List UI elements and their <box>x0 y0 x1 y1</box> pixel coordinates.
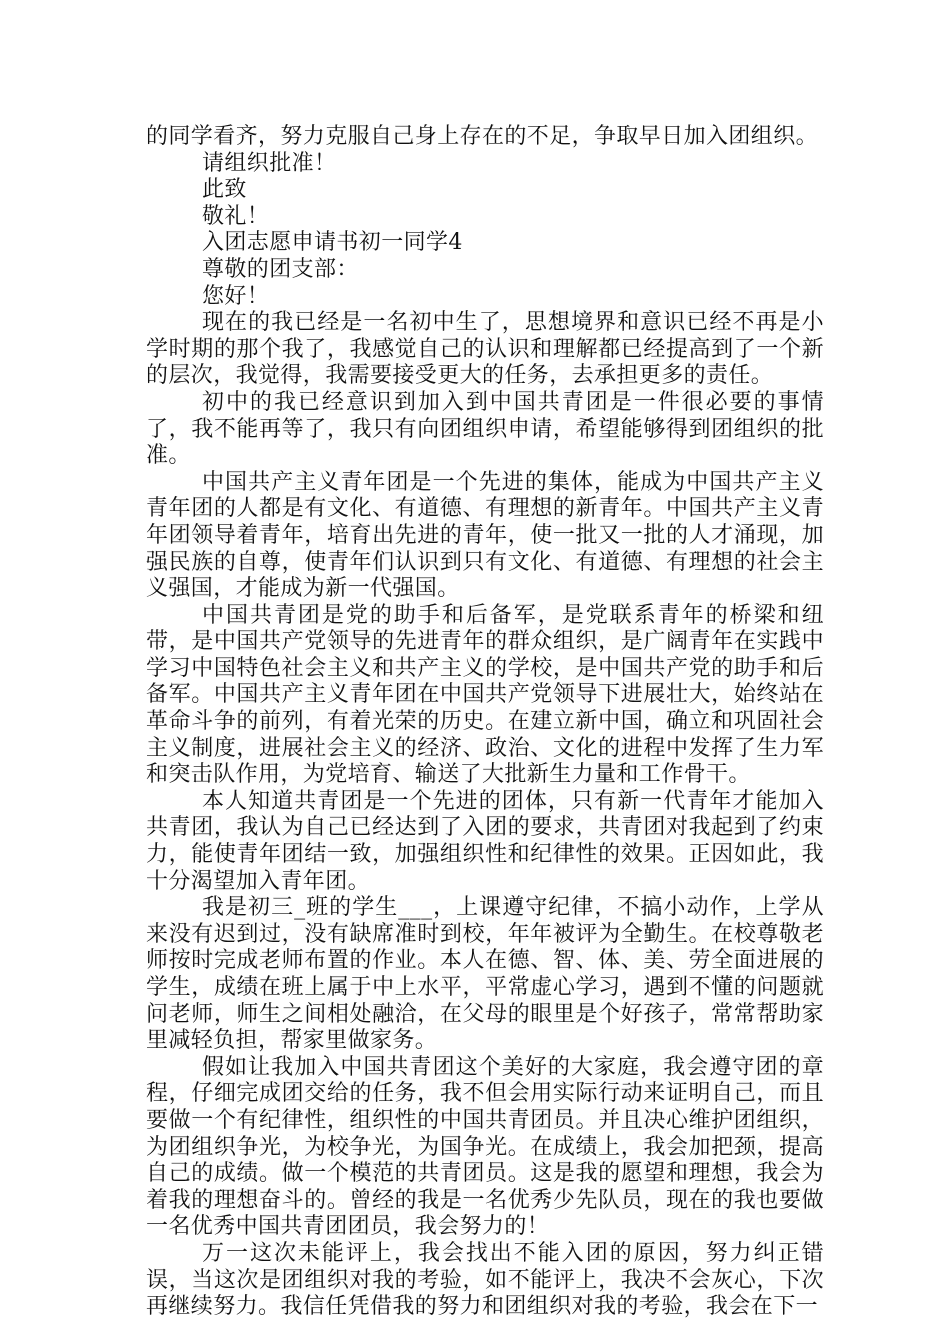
section-title: 入团志愿申请书初一同学4 <box>202 230 463 256</box>
body-paragraph: 我是初三_班的学生___，上课遵守纪律，不搞小动作，上学从来没有迟到过，没有缺席准时到校，年年被评为全勤生。在校尊敬老师按时完成老师布置的作业。本人在德、智、体、美、劳全面进展的学生，成绩在班上属于中上水平，平常虚心学习，遇到不懂的问题就问老师，师生之间相处融洽，在父母的眼里是个好孩子，常常帮助家里减轻负担，帮家里做家务。 <box>146 895 824 1054</box>
body-paragraph: 假如让我加入中国共青团这个美好的大家庭，我会遵守团的章程，仔细完成团交给的任务，我不但会用实际行动来证明自己，而且要做一个有纪律性，组织性的中国共青团员。并且决心维护团组织，为团组织争光，为校争光，为国争光。在成绩上，我会加把颈，提高自己的成绩。做一个模范的共青团员。这是我的愿望和理想，我会为着我的理想奋斗的。曾经的我是一名优秀少先队员，现在的我也要做一名优秀中国共青团团员，我会努力的！ <box>146 1054 824 1240</box>
body-paragraph: 本人知道共青团是一个先进的团体，只有新一代青年才能加入共青团，我认为自己已经达到了入团的要求，共青团对我起到了约束力，能使青年团结一致，加强组织性和纪律性的效果。正因如此，我十分渴望加入青年团。 <box>146 788 824 894</box>
body-paragraph: 初中的我已经意识到加入到中国共青团是一件很必要的事情了，我不能再等了，我只有向团组织申请，希望能够得到团组织的批准。 <box>146 389 824 469</box>
body-paragraph: 万一这次未能评上，我会找出不能入团的原因，努力纠正错误，当这次是团组织对我的考验，如不能评上，我决不会灰心，下次再继续努力。我信任凭借我的努力和团组织对我的考验，我会在下一 <box>146 1240 824 1320</box>
body-paragraph: 中国共青团是党的助手和后备军，是党联系青年的桥梁和纽带，是中国共产党领导的先进青年的群众组织，是广阔青年在实践中学习中国特色社会主义和共产主义的学校，是中国共产党的助手和后备军。中国共产主义青年团在中国共产党领导下进展壮大，始终站在革命斗争的前列，有着光荣的历史。在建立新中国，确立和巩固社会主义制度，进展社会主义的经济、政治、文化的进程中发挥了生力军和突击队作用，为党培育、输送了大批新生力量和工作骨干。 <box>146 602 824 788</box>
salutation: 尊敬的团支部： <box>202 256 359 282</box>
paragraph-closing-1: 此致 <box>202 177 247 203</box>
document-body <box>146 124 824 1321</box>
paragraph-request-approval: 请组织批准！ <box>202 150 337 176</box>
body-paragraph: 中国共产主义青年团是一个先进的集体，能成为中国共产主义青年团的人都是有文化、有道德、有理想的新青年。中国共产主义青年团领导着青年，培育出先进的青年，使一批又一批的人才涌现，加强民族的自尊，使青年们认识到只有文化、有道德、有理想的社会主义强国，才能成为新一代强国。 <box>146 469 824 602</box>
paragraph-continuation: 的同学看齐，努力克服自己身上存在的不足，争取早日加入团组织。 <box>146 124 819 149</box>
paragraph-closing-2: 敬礼！ <box>202 203 270 229</box>
greeting: 您好！ <box>202 283 270 309</box>
body-paragraph: 现在的我已经是一名初中生了，思想境界和意识已经不再是小学时期的那个我了，我感觉自己的认识和理解都已经提高到了一个新的层次，我觉得，我需要接受更大的任务，去承担更多的责任。 <box>146 310 824 389</box>
